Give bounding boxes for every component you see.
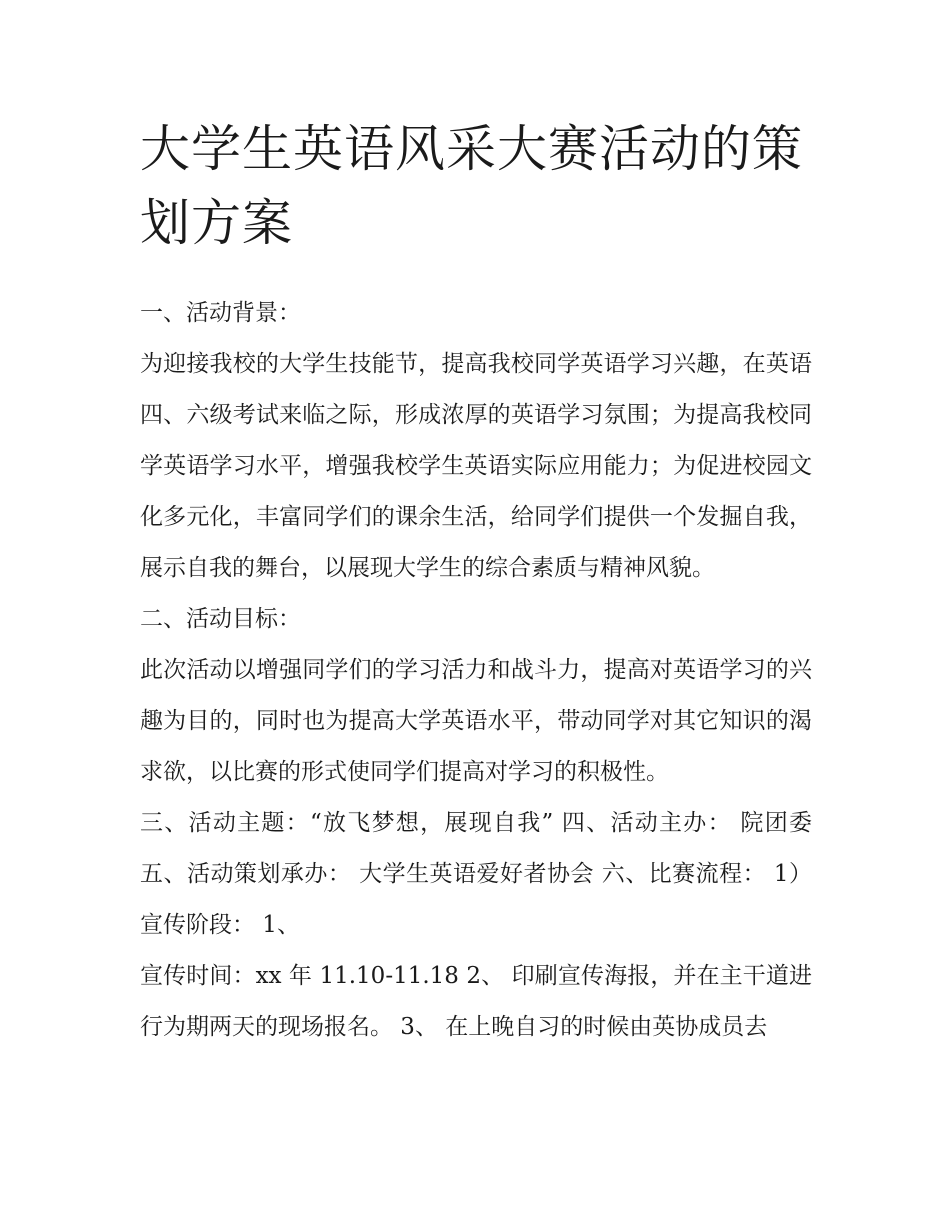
document-body xyxy=(140,112,812,1053)
theme-organizer-paragraph: 三、活动主题：“放飞梦想，展现自我” 四、活动主办： 院团委 五、活动策划承办： 大学生英语爱好者协会 六、比赛流程： 1）宣传阶段： 1、 xyxy=(140,810,812,938)
section-heading-goals: 二、活动目标： xyxy=(140,606,301,632)
document-title: 大学生英语风采大赛活动的策划方案 xyxy=(140,120,803,252)
section-heading-background: 一、活动背景： xyxy=(140,300,301,326)
background-paragraph: 为迎接我校的大学生技能节，提高我校同学英语学习兴趣，在英语四、六级考试来临之际，形成浓厚的英语学习氛围；为提高我校同学英语学习水平，增强我校学生英语实际应用能力；为促进校园文化多元化，丰富同学们的课余生活，给同学们提供一个发掘自我，展示自我的舞台，以展现大学生的综合素质与精神风貌。 xyxy=(140,351,812,581)
goals-paragraph: 此次活动以增强同学们的学习活力和战斗力，提高对英语学习的兴趣为目的，同时也为提高大学英语水平，带动同学对其它知识的渴求欲，以比赛的形式使同学们提高对学习的积极性。 xyxy=(140,657,812,785)
promotion-paragraph: 宣传时间：xx 年 11.10-11.18 2、 印刷宣传海报，并在主干道进行为期两天的现场报名。 3、 在上晚自习的时候由英协成员去 xyxy=(140,963,812,1040)
